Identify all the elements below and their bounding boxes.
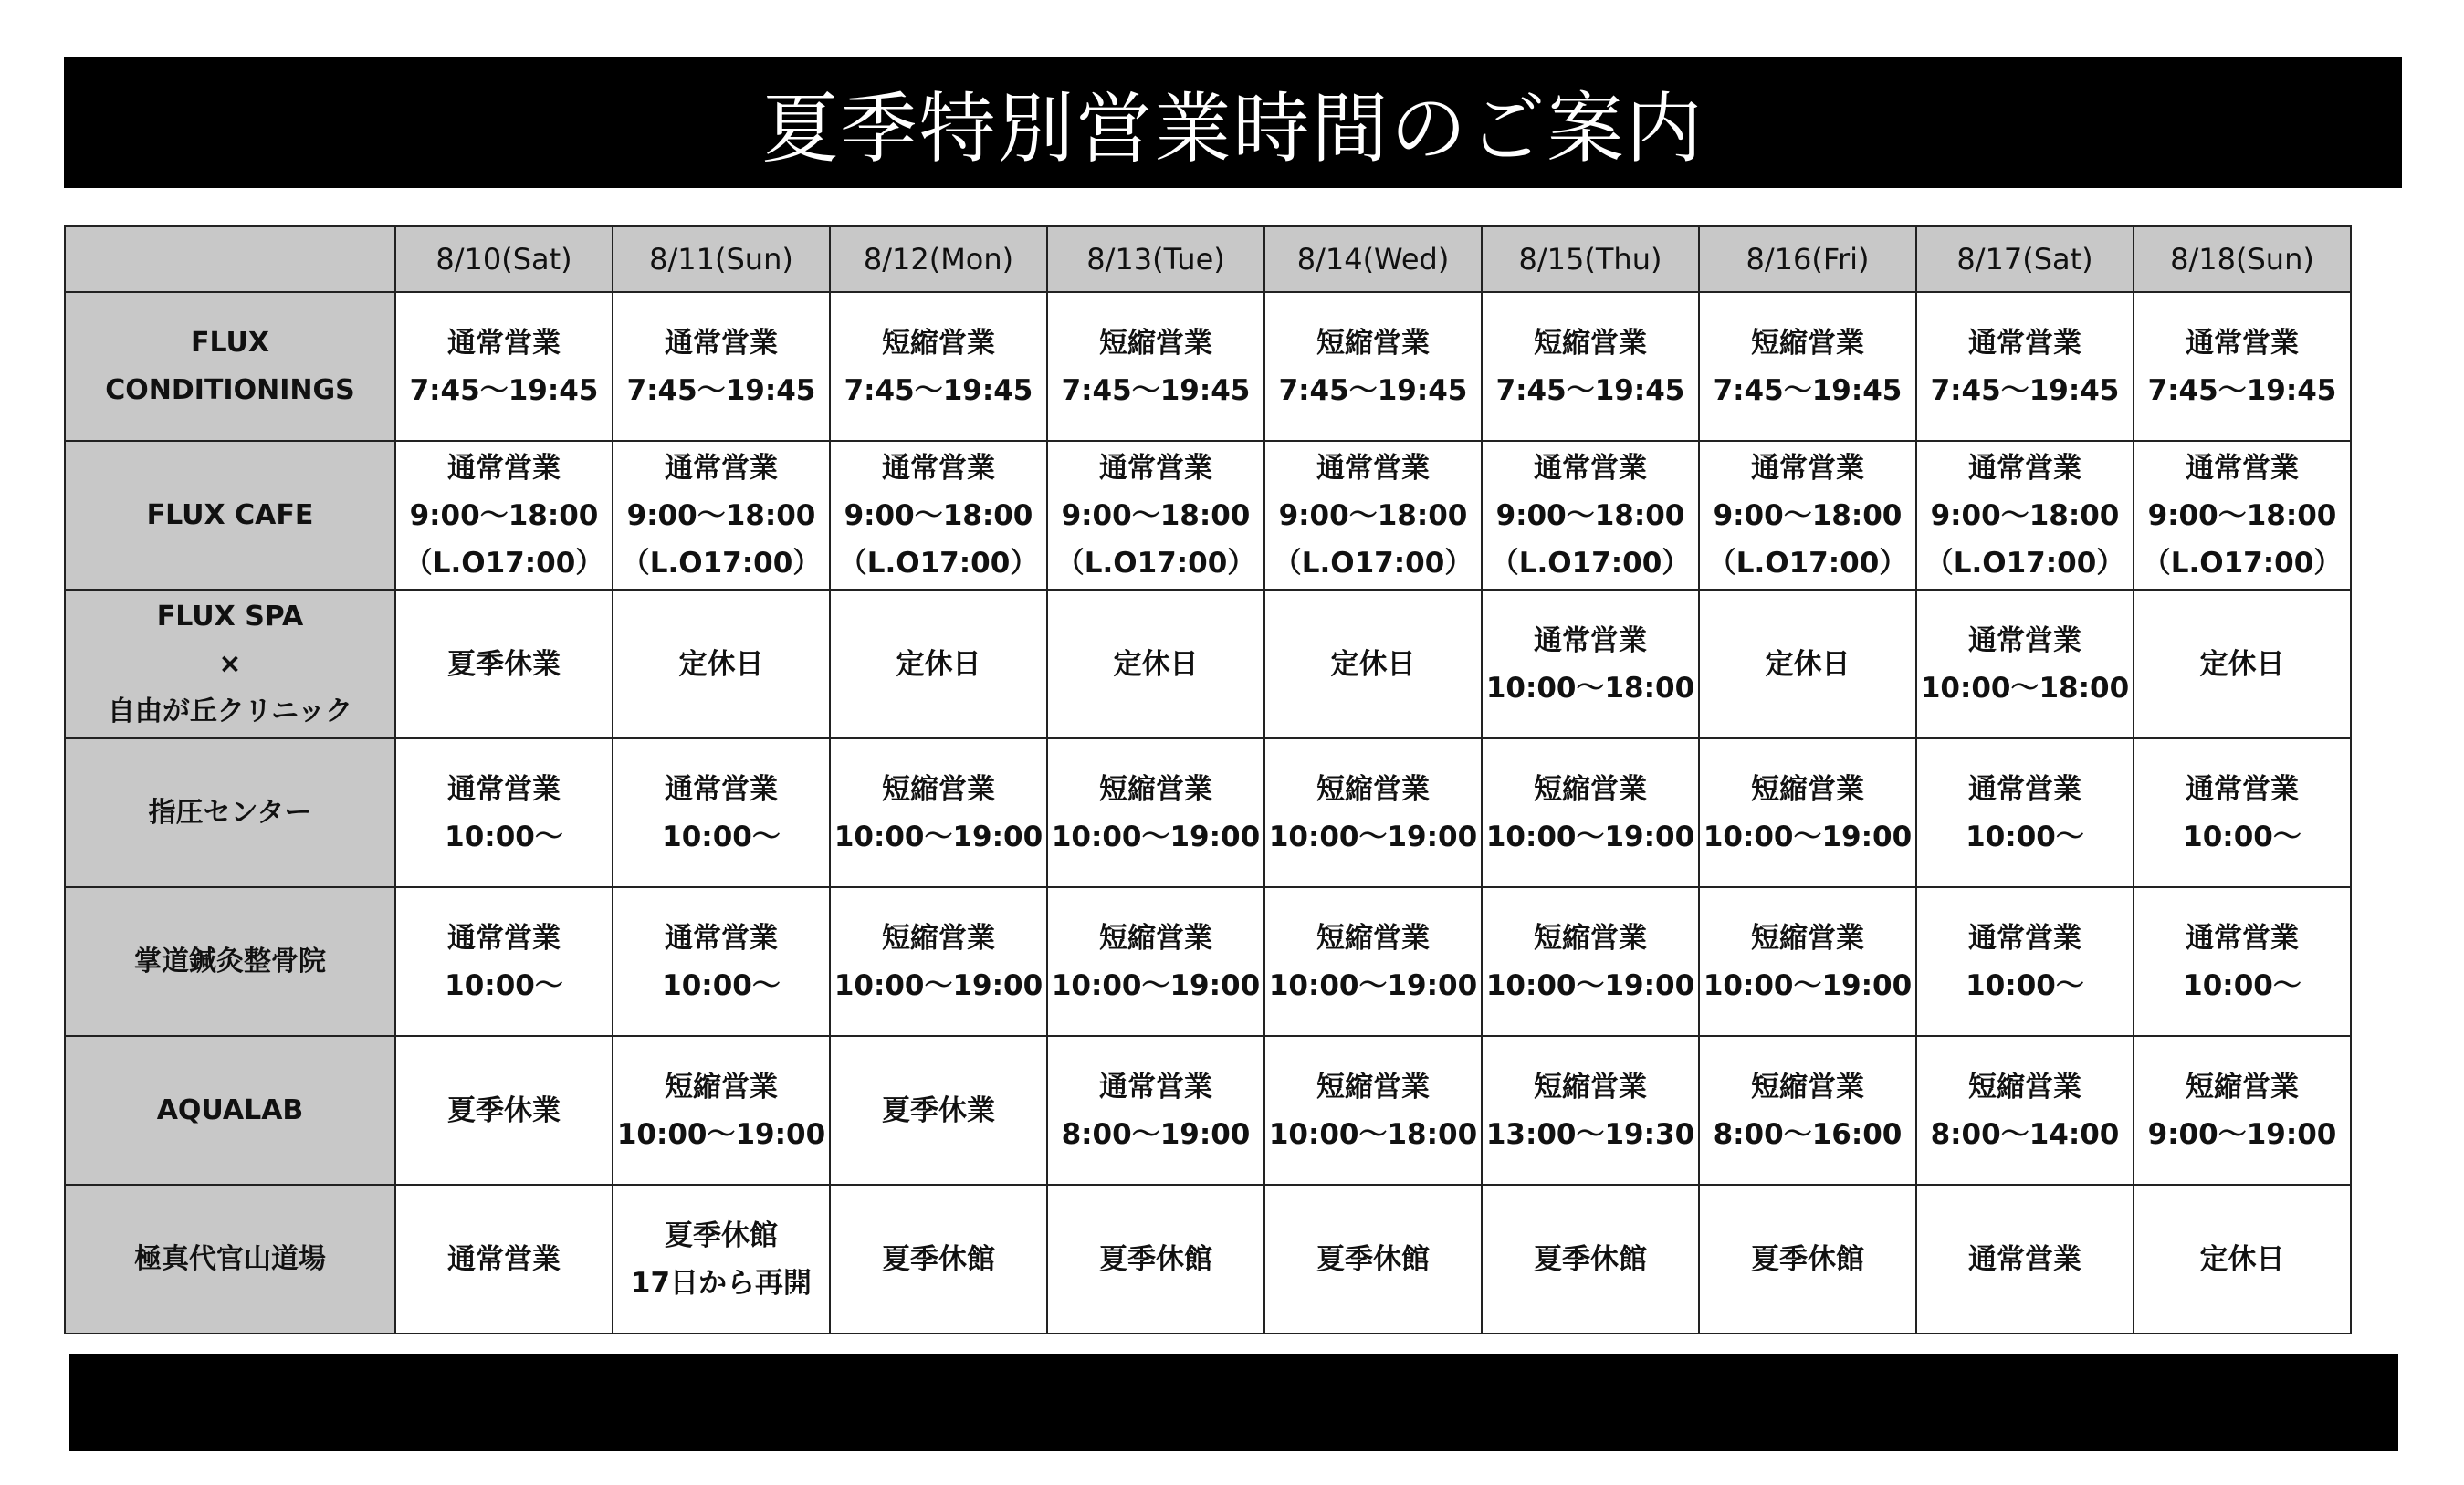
schedule-cell [830,441,1047,590]
status-label: 夏季休館 [1751,1242,1864,1276]
schedule-cell [613,887,830,1036]
schedule-cell [2134,590,2351,738]
schedule-cell [2134,292,2351,441]
facility-name-line: CONDITIONINGS [105,373,355,406]
schedule-cell [2134,441,2351,590]
schedule-cell [613,1185,830,1333]
status-label: 通常営業 [2186,772,2299,806]
status-label: 短縮営業 [1751,921,1864,955]
hours-text: 9:00〜18:00 [409,498,599,532]
schedule-cell [1916,292,2134,441]
date-header-cell: 8/18(Sun) [2134,226,2351,292]
hours-text: 7:45〜19:45 [1278,373,1468,407]
hours-text: 10:00〜 [662,820,781,853]
hours-text: 7:45〜19:45 [1930,373,2120,407]
date-header-cell: 8/14(Wed) [1264,226,1482,292]
schedule-cell [1699,738,1916,887]
status-label: 短縮営業 [1316,1070,1430,1103]
hours-text: （L.O17:00） [1055,546,1256,580]
hours-text: 9:00〜18:00 [1278,498,1468,532]
schedule-cell [395,441,613,590]
hours-text: 10:00〜19:00 [1703,968,1913,1002]
status-label: 短縮営業 [1099,921,1212,955]
status-label: 通常営業 [1968,1242,2081,1276]
schedule-cell [830,1036,1047,1185]
hours-text: 10:00〜18:00 [1485,671,1695,705]
hours-text: 10:00〜 [2183,968,2301,1002]
status-label: 夏季休業 [447,647,561,681]
hours-text: 10:00〜 [1966,820,2084,853]
status-label: 短縮営業 [2186,1070,2299,1103]
schedule-cell [830,590,1047,738]
status-label: 夏季休館 [882,1242,995,1276]
facility-row [65,1185,2351,1333]
hours-text: 10:00〜18:00 [1920,671,2130,705]
hours-text: （L.O17:00） [1924,546,2125,580]
schedule-cell [1264,1036,1482,1185]
status-label: 通常営業 [447,451,561,485]
status-label: 通常営業 [1534,623,1647,657]
hours-text: 10:00〜19:00 [1051,820,1261,853]
status-label: 通常営業 [2186,451,2299,485]
status-label: 夏季休業 [447,1093,561,1127]
schedule-cell [1264,738,1482,887]
status-label: 通常営業 [447,1242,561,1276]
facility-name-line: 指圧センター [148,796,312,829]
status-label: 短縮営業 [1534,772,1647,806]
title-banner [64,57,2402,188]
status-label: 短縮営業 [882,772,995,806]
status-label: 定休日 [896,647,981,681]
footer-banner [69,1354,2398,1451]
status-label: 短縮営業 [1099,772,1212,806]
schedule-cell [1916,1185,2134,1333]
schedule-cell [395,738,613,887]
facility-name-cell [65,590,395,738]
facility-name-cell [65,887,395,1036]
hours-text: 9:00〜18:00 [1495,498,1685,532]
schedule-cell [1482,1036,1699,1185]
schedule-cell [1699,441,1916,590]
hours-text: 10:00〜19:00 [834,820,1043,853]
status-label: 通常営業 [2186,921,2299,955]
facility-name-line: FLUX [190,326,270,359]
status-label: 短縮営業 [1316,326,1430,360]
hours-text: 9:00〜18:00 [1930,498,2120,532]
schedule-cell [1699,590,1916,738]
hours-text: 10:00〜19:00 [1485,968,1695,1002]
status-label: 短縮営業 [665,1070,778,1103]
status-label: 短縮営業 [1534,326,1647,360]
facility-row [65,292,2351,441]
facility-name-cell [65,738,395,887]
hours-text: 9:00〜18:00 [1713,498,1903,532]
schedule-cell [613,292,830,441]
hours-text: 9:00〜18:00 [626,498,816,532]
date-header-cell: 8/16(Fri) [1699,226,1916,292]
status-label: 短縮営業 [1751,326,1864,360]
schedule-cell [1482,1185,1699,1333]
schedule-cell [2134,738,2351,887]
status-label: 通常営業 [1968,772,2081,806]
schedule-cell [1482,887,1699,1036]
date-header-row [65,226,2351,292]
schedule-cell [1916,887,2134,1036]
schedule-cell [1047,590,1264,738]
status-label: 短縮営業 [882,921,995,955]
status-label: 通常営業 [447,326,561,360]
schedule-cell [1482,590,1699,738]
schedule-cell [1699,1185,1916,1333]
hours-text: 10:00〜 [2183,820,2301,853]
hours-text: 8:00〜19:00 [1061,1117,1251,1151]
status-label: 定休日 [2199,1242,2285,1276]
hours-text: 9:00〜18:00 [2147,498,2337,532]
hours-text: 8:00〜14:00 [1930,1117,2120,1151]
status-label: 短縮営業 [1968,1070,2081,1103]
status-label: 定休日 [1330,647,1416,681]
schedule-cell [830,292,1047,441]
status-label: 通常営業 [1968,623,2081,657]
status-label: 通常営業 [1968,921,2081,955]
date-header-cell: 8/15(Thu) [1482,226,1699,292]
hours-text: 10:00〜19:00 [1485,820,1695,853]
hours-text: 8:00〜16:00 [1713,1117,1903,1151]
hours-text: 7:45〜19:45 [844,373,1033,407]
schedule-cell [395,1185,613,1333]
schedule-cell [1264,441,1482,590]
status-label: 通常営業 [1099,451,1212,485]
facility-name-line: FLUX SPA [156,600,304,633]
status-label: 短縮営業 [1316,772,1430,806]
hours-text: （L.O17:00） [838,546,1039,580]
status-label: 通常営業 [665,772,778,806]
status-label: 夏季休館 [1316,1242,1430,1276]
schedule-cell [1264,887,1482,1036]
status-label: 通常営業 [665,921,778,955]
hours-text: 10:00〜18:00 [1268,1117,1478,1151]
status-label: 通常営業 [1968,326,2081,360]
hours-text: 7:45〜19:45 [2147,373,2337,407]
facility-name-cell [65,441,395,590]
status-label: 通常営業 [665,326,778,360]
facility-name-cell [65,1036,395,1185]
hours-text: 10:00〜 [445,820,563,853]
schedule-cell [830,887,1047,1036]
status-label: 通常営業 [1968,451,2081,485]
hours-text: 10:00〜 [445,968,563,1002]
hours-text: 10:00〜19:00 [834,968,1043,1002]
hours-text: （L.O17:00） [1273,546,1473,580]
status-label: 通常営業 [447,772,561,806]
page-title: 夏季特別営業時間のご案内 [761,83,1704,173]
hours-text: 10:00〜19:00 [1268,968,1478,1002]
facility-row [65,590,2351,738]
date-header-cell: 8/12(Mon) [830,226,1047,292]
status-label: 通常営業 [882,451,995,485]
facility-name-line: × [218,647,242,680]
schedule-cell [1699,887,1916,1036]
date-header-cell: 8/13(Tue) [1047,226,1264,292]
schedule-cell [2134,1185,2351,1333]
facility-name-cell [65,292,395,441]
hours-text: 7:45〜19:45 [1713,373,1903,407]
schedule-cell [395,1036,613,1185]
status-label: 短縮営業 [1316,921,1430,955]
status-label: 短縮営業 [1099,326,1212,360]
facility-row [65,738,2351,887]
schedule-cell [1916,738,2134,887]
status-label: 通常営業 [1751,451,1864,485]
schedule-cell [2134,1036,2351,1185]
schedule-table [64,225,2352,1334]
schedule-cell [1699,292,1916,441]
schedule-body [65,226,2351,1333]
schedule-cell [613,590,830,738]
hours-text: 17日から再開 [630,1266,813,1300]
hours-text: 7:45〜19:45 [409,373,599,407]
schedule-cell [613,441,830,590]
schedule-cell [1482,292,1699,441]
hours-text: 10:00〜 [1966,968,2084,1002]
status-label: 通常営業 [1316,451,1430,485]
hours-text: （L.O17:00） [2142,546,2343,580]
schedule-cell [1699,1036,1916,1185]
schedule-cell [1916,590,2134,738]
hours-text: 10:00〜 [662,968,781,1002]
date-header-cell: 8/10(Sat) [395,226,613,292]
date-header-cell: 8/11(Sun) [613,226,830,292]
status-label: 短縮営業 [1534,921,1647,955]
schedule-cell [395,887,613,1036]
status-label: 定休日 [1765,647,1851,681]
status-label: 短縮営業 [882,326,995,360]
schedule-cell [1482,738,1699,887]
status-label: 通常営業 [665,451,778,485]
status-label: 短縮営業 [1751,1070,1864,1103]
schedule-cell [1047,738,1264,887]
schedule-cell [1047,1185,1264,1333]
status-label: 夏季休業 [882,1093,995,1127]
schedule-cell [1264,1185,1482,1333]
schedule-cell [1047,292,1264,441]
status-label: 通常営業 [2186,326,2299,360]
hours-text: 10:00〜19:00 [1051,968,1261,1002]
schedule-cell [395,590,613,738]
status-label: 短縮営業 [1751,772,1864,806]
date-header-cell: 8/17(Sat) [1916,226,2134,292]
schedule-cell [1482,441,1699,590]
schedule-cell [830,1185,1047,1333]
facility-name-line: 自由が丘クリニック [107,695,353,727]
schedule-cell [2134,887,2351,1036]
hours-text: 10:00〜19:00 [616,1117,826,1151]
status-label: 夏季休館 [1099,1242,1212,1276]
schedule-cell [1916,441,2134,590]
hours-text: 10:00〜19:00 [1703,820,1913,853]
status-label: 夏季休館 [665,1218,778,1252]
hours-text: 7:45〜19:45 [626,373,816,407]
hours-text: （L.O17:00） [621,546,822,580]
corner-cell [65,226,395,292]
schedule-cell [1916,1036,2134,1185]
schedule-cell [1047,887,1264,1036]
schedule-cell [1264,590,1482,738]
status-label: 通常営業 [1099,1070,1212,1103]
facility-name-line: 極真代官山道場 [134,1242,326,1275]
schedule-cell [613,738,830,887]
schedule-cell [1047,441,1264,590]
hours-text: 10:00〜19:00 [1268,820,1478,853]
hours-text: 7:45〜19:45 [1061,373,1251,407]
facility-row [65,887,2351,1036]
status-label: 夏季休館 [1534,1242,1647,1276]
schedule-cell [1264,292,1482,441]
status-label: 定休日 [1113,647,1199,681]
facility-name-line: FLUX CAFE [146,498,314,531]
facility-name-line: 掌道鍼灸整骨院 [134,945,326,978]
hours-text: （L.O17:00） [1490,546,1691,580]
hours-text: 9:00〜18:00 [844,498,1033,532]
hours-text: 7:45〜19:45 [1495,373,1685,407]
status-label: 短縮営業 [1534,1070,1647,1103]
hours-text: 13:00〜19:30 [1485,1117,1695,1151]
schedule-cell [1047,1036,1264,1185]
facility-name-cell [65,1185,395,1333]
hours-text: 9:00〜18:00 [1061,498,1251,532]
hours-text: （L.O17:00） [1707,546,1908,580]
status-label: 通常営業 [447,921,561,955]
schedule-cell [830,738,1047,887]
hours-text: 9:00〜19:00 [2147,1117,2337,1151]
schedule-cell [395,292,613,441]
status-label: 定休日 [678,647,764,681]
schedule-cell [613,1036,830,1185]
status-label: 通常営業 [1534,451,1647,485]
facility-row [65,441,2351,590]
hours-text: （L.O17:00） [404,546,604,580]
facility-row [65,1036,2351,1185]
status-label: 定休日 [2199,647,2285,681]
facility-name-line: AQUALAB [156,1093,304,1126]
